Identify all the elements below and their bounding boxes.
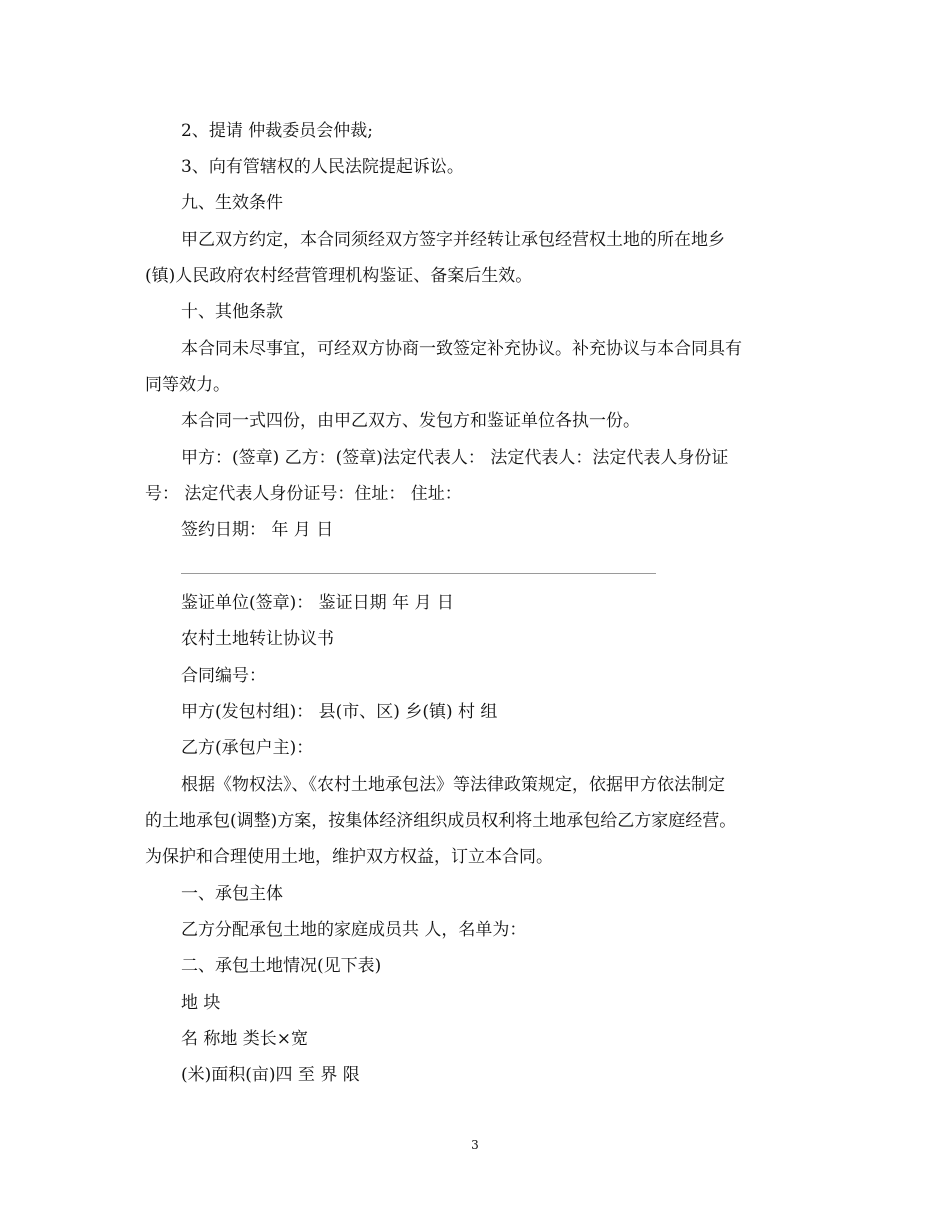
document-title: 农村土地转让协议书 bbox=[181, 629, 334, 649]
section-heading: 九、生效条件 bbox=[181, 193, 283, 213]
text-line: 为保护和合理使用土地，维护双方权益，订立本合同。 bbox=[145, 847, 553, 867]
table-header-line: 地 块 bbox=[181, 993, 221, 1013]
signature-line: 甲方：(签章) 乙方：(签章)法定代表人： 法定代表人：法定代表人身份证 bbox=[181, 448, 729, 468]
text-line: 乙方分配承包土地的家庭成员共 人，名单为： bbox=[181, 920, 527, 940]
text-line: 2、提请 仲裁委员会仲裁; bbox=[181, 121, 373, 141]
section-heading: 二、承包土地情况(见下表) bbox=[181, 956, 382, 976]
party-a-line: 甲方(发包村组)： 县(市、区) 乡(镇) 村 组 bbox=[181, 702, 498, 722]
page-number: 3 bbox=[471, 1138, 479, 1152]
table-header-line: 名 称地 类长×宽 bbox=[181, 1029, 309, 1049]
signing-date: 签约日期： 年 月 日 bbox=[181, 520, 334, 540]
signature-line: 号： 法定代表人身份证号：住址： 住址： bbox=[145, 484, 462, 504]
section-heading: 一、承包主体 bbox=[181, 884, 283, 904]
contract-number: 合同编号： bbox=[181, 666, 266, 686]
table-header-line: (米)面积(亩)四 至 界 限 bbox=[181, 1065, 360, 1085]
text-line: 本合同未尽事宜，可经双方协商一致签定补充协议。补充协议与本合同具有 bbox=[181, 339, 742, 359]
section-heading: 十、其他条款 bbox=[181, 302, 283, 322]
horizontal-divider bbox=[181, 573, 656, 574]
text-line: 甲乙双方约定，本合同须经双方签字并经转让承包经营权土地的所在地乡 bbox=[181, 230, 725, 250]
text-line: 根据《物权法》、《农村土地承包法》等法律政策规定，依据甲方依法制定 bbox=[181, 775, 725, 795]
text-line: 3、向有管辖权的人民法院提起诉讼。 bbox=[181, 157, 464, 177]
text-line: (镇)人民政府农村经营管理机构鉴证、备案后生效。 bbox=[145, 266, 533, 286]
certification-line: 鉴证单位(签章)： 鉴证日期 年 月 日 bbox=[181, 593, 454, 613]
text-line: 的土地承包(调整)方案，按集体经济组织成员权利将土地承包给乙方家庭经营。 bbox=[145, 811, 737, 831]
text-line: 同等效力。 bbox=[145, 375, 230, 395]
party-b-line: 乙方(承包户主)： bbox=[181, 738, 314, 758]
text-line: 本合同一式四份，由甲乙双方、发包方和鉴证单位各执一份。 bbox=[181, 411, 640, 431]
